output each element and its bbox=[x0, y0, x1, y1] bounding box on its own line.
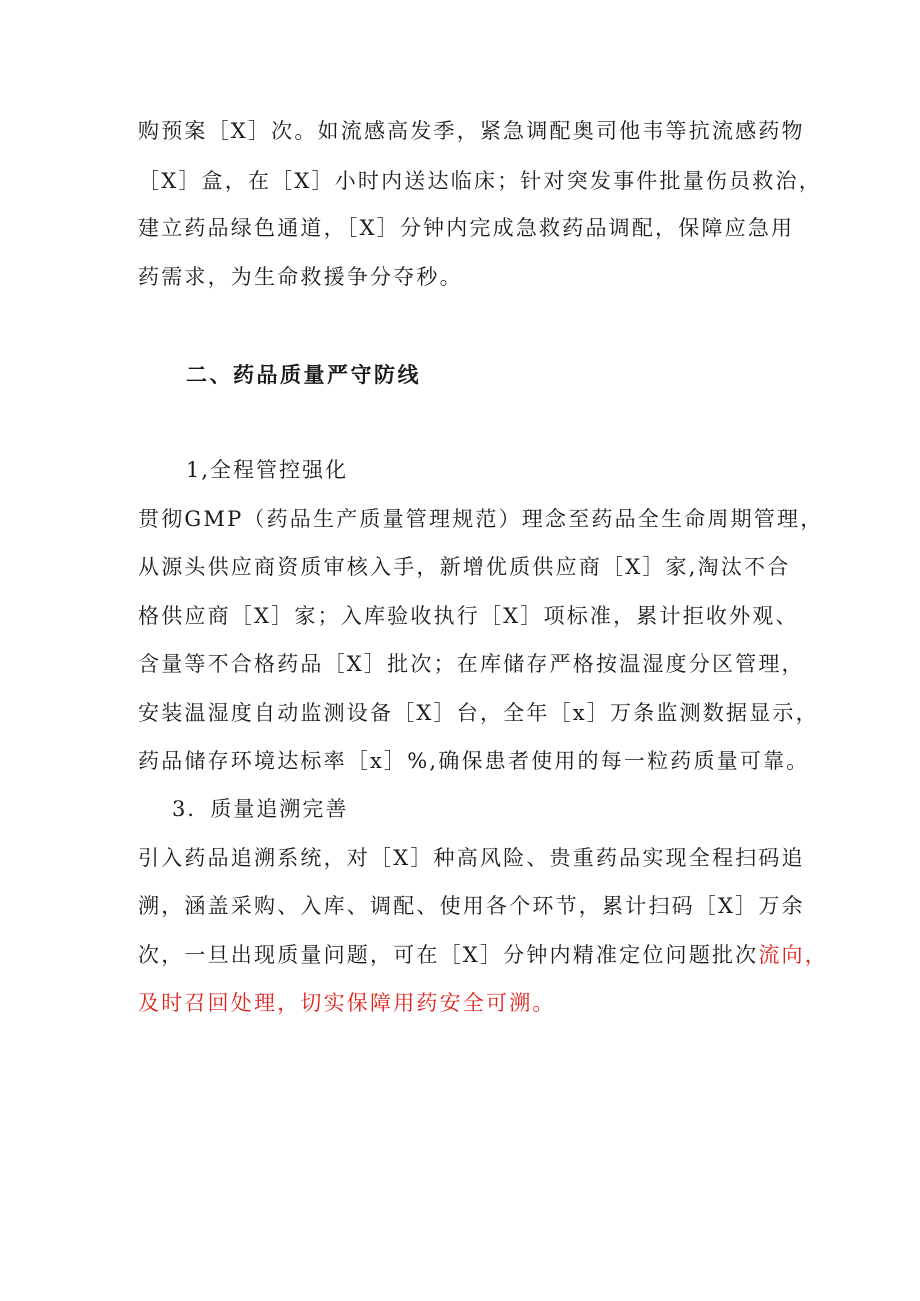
paragraph-line: 购预案［X］次。如流感高发季，紧急调配奥司他韦等抗流感药物 bbox=[138, 119, 805, 143]
paragraph-text: 次，一旦出现质量问题，可在［X］分钟内精准定位问题批次 bbox=[138, 943, 759, 967]
paragraph-line: 安装温湿度自动监测设备［X］台，全年［x］万条监测数据显示， bbox=[138, 701, 819, 725]
paragraph-line: 溯，涵盖采购、入库、调配、使用各个环节，累计扫码［X］万余 bbox=[138, 894, 805, 918]
paragraph-line: 贯彻GMP（药品生产质量管理规范）理念至药品全生命周期管理， bbox=[138, 507, 824, 531]
subsection-title: 1,全程管控强化 bbox=[186, 458, 349, 482]
paragraph-line: 建立药品绿色通道，［X］分钟内完成急救药品调配，保障应急用 bbox=[138, 216, 795, 240]
paragraph-line bbox=[138, 940, 828, 970]
paragraph-line: ［X］盒，在［X］小时内送达临床；针对突发事件批量伤员救治， bbox=[138, 169, 822, 193]
paragraph-line: 药品储存环境达标率［x］%,确保患者使用的每一粒药质量可靠。 bbox=[138, 749, 810, 773]
subsection-title: 3．质量追溯完善 bbox=[172, 797, 349, 821]
paragraph-line: 药需求，为生命救援争分夺秒。 bbox=[138, 265, 463, 289]
highlighted-text: 流向， bbox=[758, 943, 828, 967]
paragraph-line: 从源头供应商资质审核入手，新增优质供应商［X］家,淘汰不合 bbox=[138, 555, 791, 579]
highlighted-line: 及时召回处理，切实保障用药安全可溯。 bbox=[138, 991, 556, 1015]
paragraph-line: 引入药品追溯系统，对［X］种高风险、贵重药品实现全程扫码追 bbox=[138, 846, 805, 870]
paragraph-line: 格供应商［X］家；入库验收执行［X］项标准，累计拒收外观、 bbox=[138, 604, 799, 628]
section-heading: 二、药品质量严守防线 bbox=[186, 362, 421, 387]
paragraph-line: 含量等不合格药品［X］批次；在库储存严格按温湿度分区管理， bbox=[138, 652, 805, 676]
